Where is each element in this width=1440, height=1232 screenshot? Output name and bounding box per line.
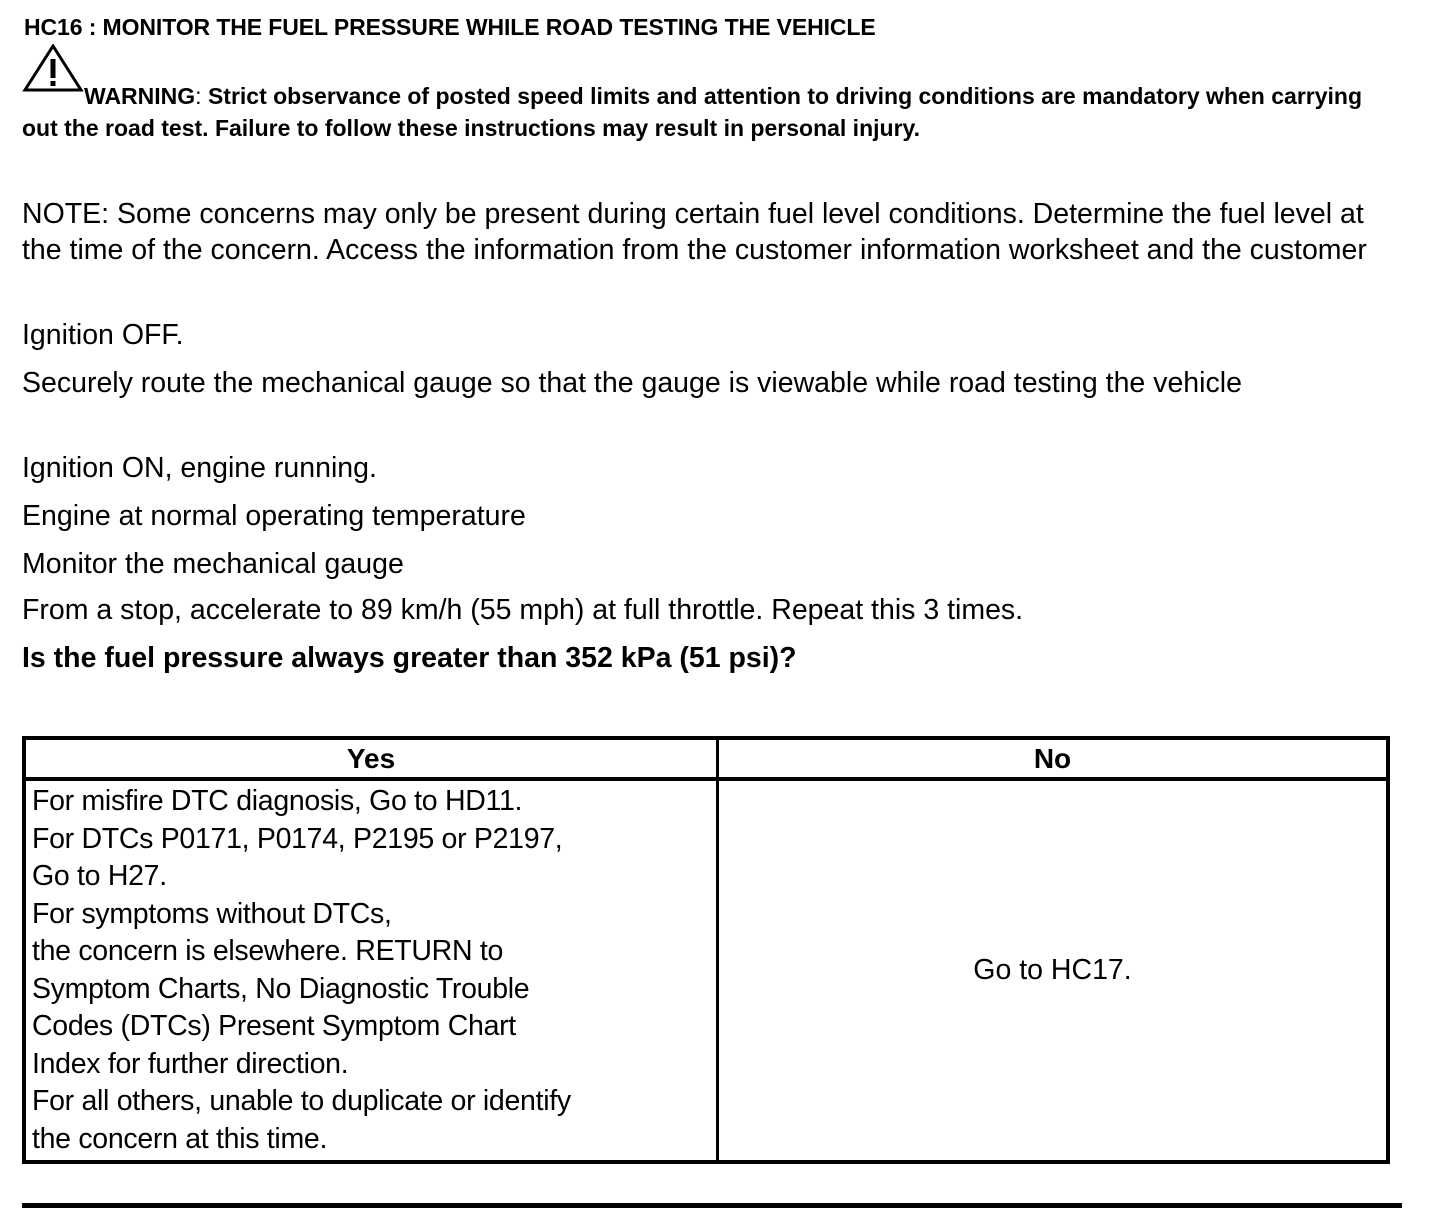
yes-line: Symptom Charts, No Diagnostic Trouble [32,972,530,1005]
warning-block [22,62,1382,144]
bottom-divider [22,1203,1402,1208]
yes-line: the concern at this time. [32,1122,328,1155]
yes-line: For DTCs P0171, P0174, P2195 or P2197, [32,822,563,855]
warning-colon: : [195,83,202,109]
yes-line: For symptoms without DTCs, [32,897,392,930]
header-yes: Yes [24,738,718,779]
yes-cell [24,779,718,1162]
warning-label: WARNING [84,83,196,109]
step-ignition-on: Ignition ON, engine running. [22,452,377,484]
yes-line: For misfire DTC diagnosis, Go to HD11. [32,785,523,817]
warning-text: Strict observance of posted speed limits and attention to driving conditions are mandatory when carrying out the road test. Failure to follow these instructions may result in personal injury. [22,83,1362,141]
step-monitor-gauge: Monitor the mechanical gauge [22,548,404,580]
decision-table-row [24,779,1388,1162]
step-ignition-off: Ignition OFF. [22,319,184,351]
yes-line: Codes (DTCs) Present Symptom Chart [32,1010,516,1042]
note-text: NOTE: Some concerns may only be present during certain fuel level conditions. Determine the fuel level at the time of the concern. Access the information from the customer information worksheet and the customer [22,198,1367,266]
yes-line: For all others, unable to duplicate or identify [32,1085,571,1117]
page-title: HC16 : MONITOR THE FUEL PRESSURE WHILE ROAD TESTING THE VEHICLE [24,14,876,40]
yes-line: Go to H27. [32,860,167,892]
decision-table-header-row [24,738,1388,779]
yes-line: the concern is elsewhere. RETURN to [32,935,504,967]
test-question: Is the fuel pressure always greater than 352 kPa (51 psi)? [22,642,797,674]
step-accelerate: From a stop, accelerate to 89 km/h (55 mph) at full throttle. Repeat this 3 times. [22,594,1024,626]
warning-triangle-icon [22,62,84,108]
step-route-gauge: Securely route the mechanical gauge so that the gauge is viewable while road testing the vehicle [22,367,1242,399]
no-cell: Go to HC17. [718,779,1389,1162]
decision-table [22,736,1390,1164]
step-engine-temp: Engine at normal operating temperature [22,500,526,532]
header-no: No [718,738,1389,779]
yes-line: Index for further direction. [32,1047,349,1080]
